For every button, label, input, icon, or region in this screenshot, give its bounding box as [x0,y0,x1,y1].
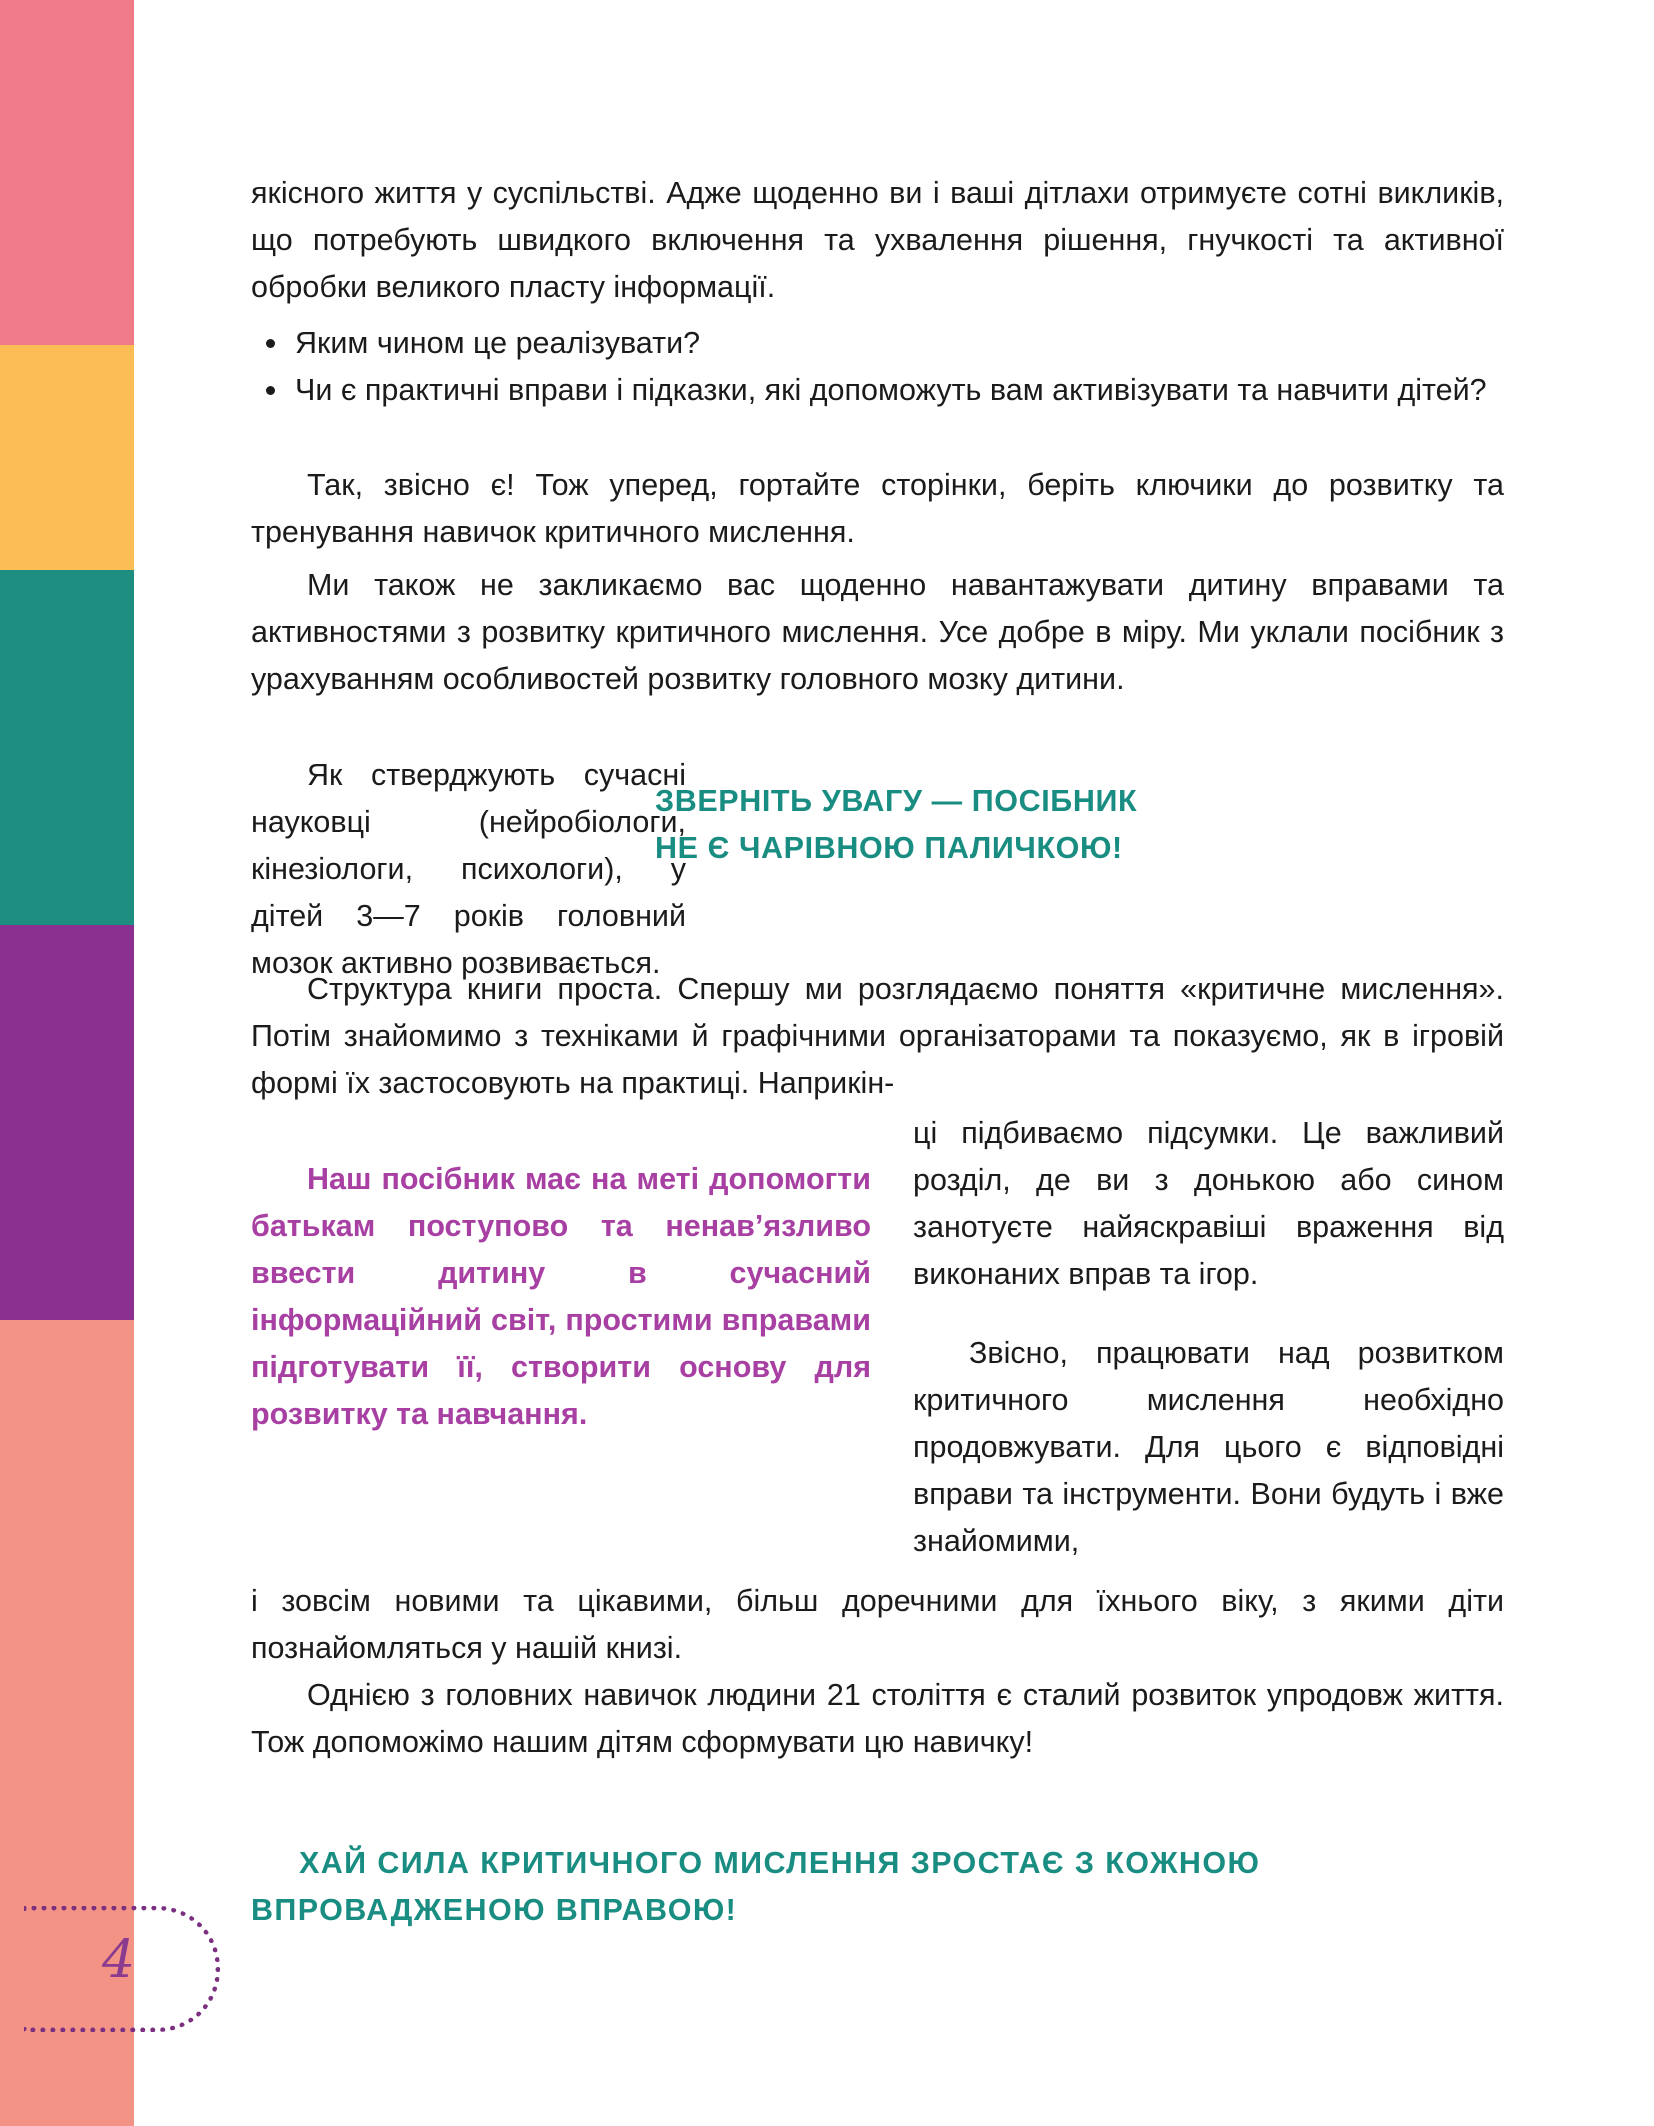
callout-attention-line2: НЕ Є ЧАРІВНОЮ ПАЛИЧКОЮ! [655,831,1123,865]
page-number-badge [24,1906,220,2032]
list-item-label: Яким чином це реалізувати? [295,326,701,360]
callout-closing-line2: ВПРОВАДЖЕНОЮ ВПРАВОЮ! [251,1893,738,1927]
callout-attention [655,778,1505,872]
list-item-label: Чи є практичні вправи і підказки, які допоможуть вам активізувати та навчити дітей? [295,373,1487,407]
right-column-one-text: ці підбиваємо підсумки. Це важливий розділ, де ви з донькою або сином занотуєте найяскравіші враження від виконаних вправ та ігор. [913,1116,1504,1291]
page-number: 4 [102,1930,137,1990]
callout-attention-line1: ЗВЕРНІТЬ УВАГУ — ПОСІБНИК [655,784,1138,818]
paragraph-two [251,462,1504,556]
right-column-two [913,1330,1504,1565]
rail-band-coral [0,0,134,345]
paragraph-seven-text: Однією з головних навичок людини 21 століття є сталий розвиток упродовж життя. Тож допоможімо нашим дітям сформувати цю навичку! [251,1678,1504,1759]
paragraph-six [251,1578,1504,1672]
callout-closing [251,1840,1504,1934]
paragraph-seven [251,1672,1504,1766]
paragraph-three-text: Ми також не закликаємо вас щоденно навантажувати дитину вправами та активностями з розвитку критичного мислення. Усе добре в міру. Ми уклали посібник з урахуванням особливостей розвитку головного мозку дитини. [251,568,1504,696]
right-column-one [913,1110,1504,1298]
callout-closing-line1: ХАЙ СИЛА КРИТИЧНОГО МИСЛЕННЯ ЗРОСТАЄ З КОЖНОЮ [299,1846,1261,1880]
rail-band-teal [0,570,134,925]
paragraph-four-text: Як стверджують сучасні науковці (нейробіологи, кінезіологи, психологи), у дітей 3—7 років головний мозок активно розвивається. [251,758,686,980]
list-item [251,367,1504,414]
bullet-dot-icon [266,386,275,395]
right-column-two-text: Звісно, працювати над розвитком критичного мислення необхідно продовжувати. Для цього є відповідні вправи та інструменти. Вони будуть і вже знайомими, [913,1336,1504,1558]
paragraph-four [251,752,686,987]
rail-band-amber [0,345,134,570]
paragraph-five-text: Структура книги проста. Спершу ми розглядаємо поняття «критичне мислення». Потім знайомимо з техніками й графічними організаторами та показуємо, як в ігровій формі їх застосовують на практиці. Наприкін- [251,972,1504,1100]
paragraph-two-text: Так, звісно є! Тож уперед, гортайте сторінки, беріть ключики до розвитку та тренування навичок критичного мислення. [251,468,1504,549]
bullet-dot-icon [266,339,275,348]
paragraph-intro [251,170,1504,311]
paragraph-three [251,562,1504,703]
paragraph-intro-text: якісного життя у суспільстві. Адже щоденно ви і ваші дітлахи отримуєте сотні викликів, що потребують швидкого включення та ухвалення рішення, гнучкості та активної обробки великого пласту інформації. [251,176,1504,304]
rail-band-purple [0,925,134,1320]
list-item [251,320,1504,367]
question-list [251,320,1504,414]
paragraph-five [251,966,1504,1107]
callout-purpose: Наш посібник має на меті допомогти батькам поступово та ненав’язливо ввести дитину в сучасний інформаційний світ, простими вправами підготувати її, створити основу для розвитку та навчання. [251,1162,871,1431]
paragraph-six-text: і зовсім новими та цікавими, більш доречними для їхнього віку, з якими діти познайомляться у нашій книзі. [251,1584,1504,1665]
color-rail [0,0,137,2126]
